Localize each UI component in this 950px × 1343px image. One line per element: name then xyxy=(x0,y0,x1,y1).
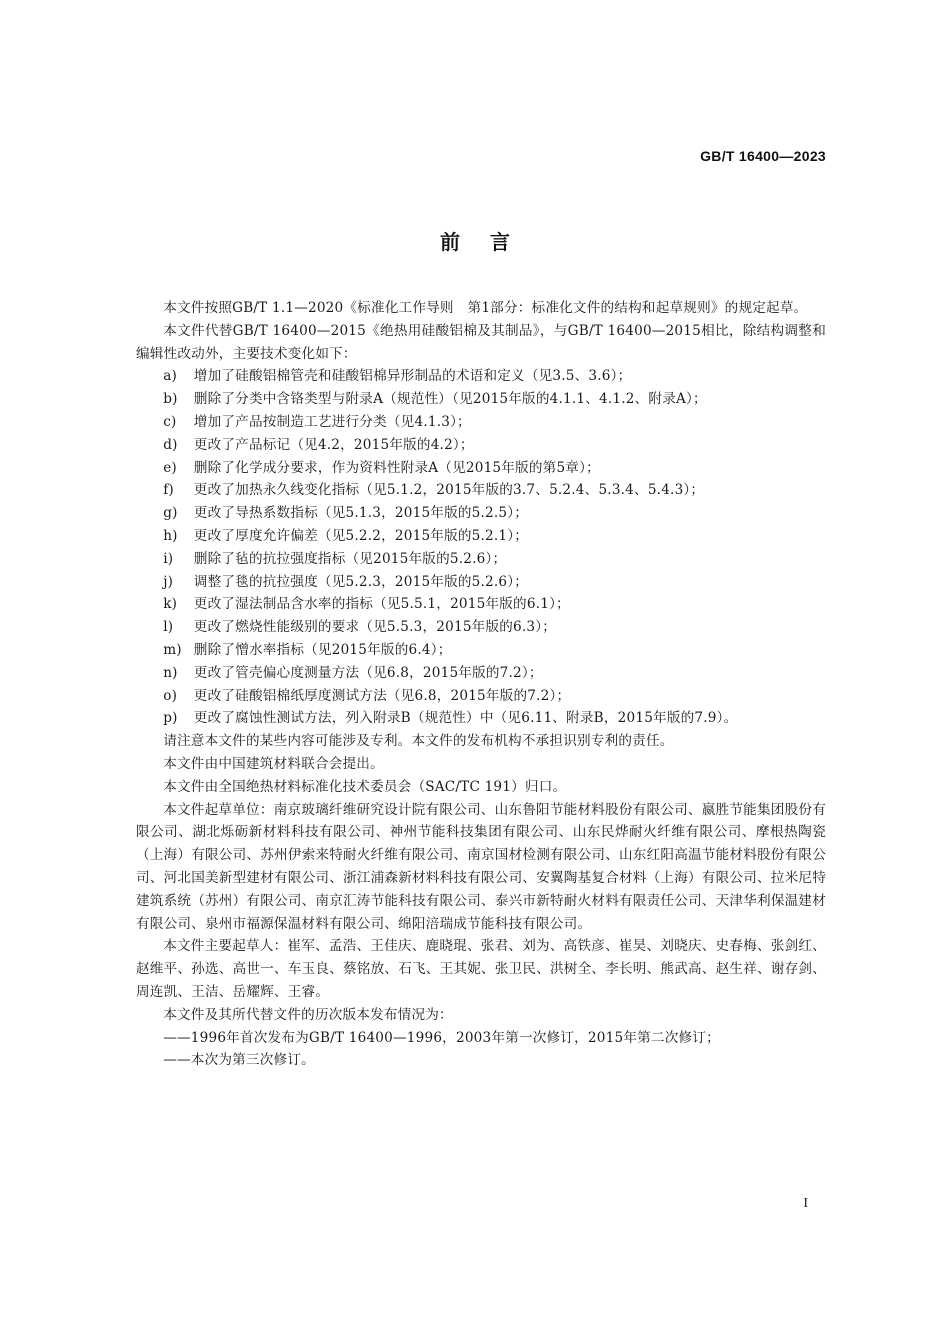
technical-changes-list xyxy=(136,365,826,730)
list-item-text: 删除了分类中含铬类型与附录A（规范性）（见2015年版的4.1.1、4.1.2、附录A）； xyxy=(193,391,707,408)
intro-paragraph-drafting: 本文件按照GB/T 1.1—2020《标准化工作导则 第1部分：标准化文件的结构和起草规则》的规定起草。 xyxy=(163,300,808,316)
list-marker: a) xyxy=(163,368,177,385)
list-marker: o) xyxy=(163,687,178,704)
list-item xyxy=(163,662,826,685)
list-item xyxy=(163,593,826,616)
list-item xyxy=(163,571,826,594)
drafting-persons: 本文件主要起草人：崔军、孟浩、王佳庆、鹿晓琨、张君、刘为、高铁彦、崔昊、刘晓庆、史春梅、张剑红、赵维平、孙选、高世一、车玉良、蔡铭放、石飞、王其妮、张卫民、洪树全、李长明、熊武高、赵生祥、谢存剑、周连凯、王洁、岳耀辉、王睿。 xyxy=(136,938,826,1000)
list-item-text: 更改了腐蚀性测试方法，列入附录B（规范性）中（见6.11、附录B，2015年版的7.9）。 xyxy=(193,710,738,727)
list-item xyxy=(163,548,826,571)
list-marker: n) xyxy=(163,664,178,681)
patent-notice: 请注意本文件的某些内容可能涉及专利。本文件的发布机构不承担识别专利的责任。 xyxy=(163,733,674,750)
page-title: 前言 xyxy=(440,230,540,254)
list-item xyxy=(163,639,826,662)
list-item xyxy=(163,411,826,434)
list-item xyxy=(163,685,826,708)
list-marker: c) xyxy=(163,413,177,430)
list-item-text: 更改了湿法制品含水率的指标（见5.5.1，2015年版的6.1）； xyxy=(193,596,570,613)
foreword-body xyxy=(136,297,826,1072)
list-item-text: 更改了产品标记（见4.2，2015年版的4.2）； xyxy=(193,436,474,453)
list-item xyxy=(163,502,826,525)
drafting-organizations: 本文件起草单位：南京玻璃纤维研究设计院有限公司、山东鲁阳节能材料股份有限公司、嬴胜节能集团股份有限公司、湖北烁砺新材料科技有限公司、神州节能科技集团有限公司、山东民烨耐火纤维有限公司、摩根热陶瓷（上海）有限公司、苏州伊索来特耐火纤维有限公司、南京国材检测有限公司、山东红阳高温节能材料股份有限公司、河北国美新型建材有限公司、浙江浦森新材料科技有限公司、安翼陶基复合材料（上海）有限公司、拉米尼特建筑系统（苏州）有限公司、南京汇涛节能科技有限公司、泰兴市新特耐火材料有限责任公司、天津华利保温建材有限公司、泉州市福源保温材料有限公司、绵阳涪瑞成节能科技有限公司。 xyxy=(136,801,826,932)
list-item xyxy=(163,365,826,388)
standard-code: GB/T 16400—2023 xyxy=(700,148,826,164)
list-marker: f) xyxy=(163,482,174,499)
list-item xyxy=(163,479,826,502)
list-item-text: 删除了化学成分要求，作为资料性附录A（见2015年版的第5章）； xyxy=(193,459,600,476)
list-item-text: 更改了管壳偏心度测量方法（见6.8，2015年版的7.2）； xyxy=(193,664,543,681)
list-marker: d) xyxy=(163,436,178,453)
list-item-text: 更改了厚度允许偏差（见5.2.2，2015年版的5.2.1）； xyxy=(193,527,529,544)
list-marker: i) xyxy=(163,550,174,567)
list-item xyxy=(163,457,826,480)
list-item-text: 增加了硅酸铝棉管壳和硅酸铝棉异形制品的术语和定义（见3.5、3.6）； xyxy=(193,368,632,385)
list-item xyxy=(163,707,826,730)
list-item-text: 删除了毡的抗拉强度指标（见2015年版的5.2.6）； xyxy=(193,550,507,567)
list-marker: p) xyxy=(163,710,178,727)
list-item-text: 更改了硅酸铝棉纸厚度测试方法（见6.8，2015年版的7.2）； xyxy=(193,687,571,704)
history-line: ——本次为第三次修订。 xyxy=(163,1052,315,1069)
history-intro: 本文件及其所代替文件的历次版本发布情况为： xyxy=(163,1006,453,1023)
list-marker: m) xyxy=(163,641,182,658)
history-line: ——1996年首次发布为GB/T 16400—1996，2003年第一次修订，2015年第二次修订； xyxy=(163,1029,720,1046)
list-marker: l) xyxy=(163,619,174,636)
list-item xyxy=(163,616,826,639)
list-item-text: 删除了憎水率指标（见2015年版的6.4）； xyxy=(193,641,452,658)
proposer-statement: 本文件由中国建筑材料联合会提出。 xyxy=(163,755,384,772)
list-item-text: 增加了产品按制造工艺进行分类（见4.1.3）； xyxy=(193,413,471,430)
list-item-text: 更改了燃烧性能级别的要求（见5.5.3，2015年版的6.3）； xyxy=(193,619,557,636)
list-item-text: 更改了加热永久线变化指标（见5.1.2，2015年版的3.7、5.2.4、5.3.4、5.4.3）； xyxy=(193,482,705,499)
page-number: I xyxy=(803,1196,808,1211)
list-marker: h) xyxy=(163,527,178,544)
committee-statement: 本文件由全国绝热材料标准化技术委员会（SAC/TC 191）归口。 xyxy=(163,778,567,795)
list-marker: e) xyxy=(163,459,177,476)
list-item-text: 调整了毯的抗拉强度（见5.2.3，2015年版的5.2.6）； xyxy=(193,573,529,590)
list-item xyxy=(163,388,826,411)
list-item-text: 更改了导热系数指标（见5.1.3，2015年版的5.2.5）； xyxy=(193,505,529,522)
list-marker: k) xyxy=(163,596,178,613)
list-marker: j) xyxy=(163,573,174,590)
list-marker: b) xyxy=(163,391,178,408)
list-marker: g) xyxy=(163,505,178,522)
intro-paragraph-replacement: 本文件代替GB/T 16400—2015《绝热用硅酸铝棉及其制品》，与GB/T 16400—2015相比，除结构调整和编辑性改动外，主要技术变化如下： xyxy=(136,322,826,362)
list-item xyxy=(163,434,826,457)
list-item xyxy=(163,525,826,548)
